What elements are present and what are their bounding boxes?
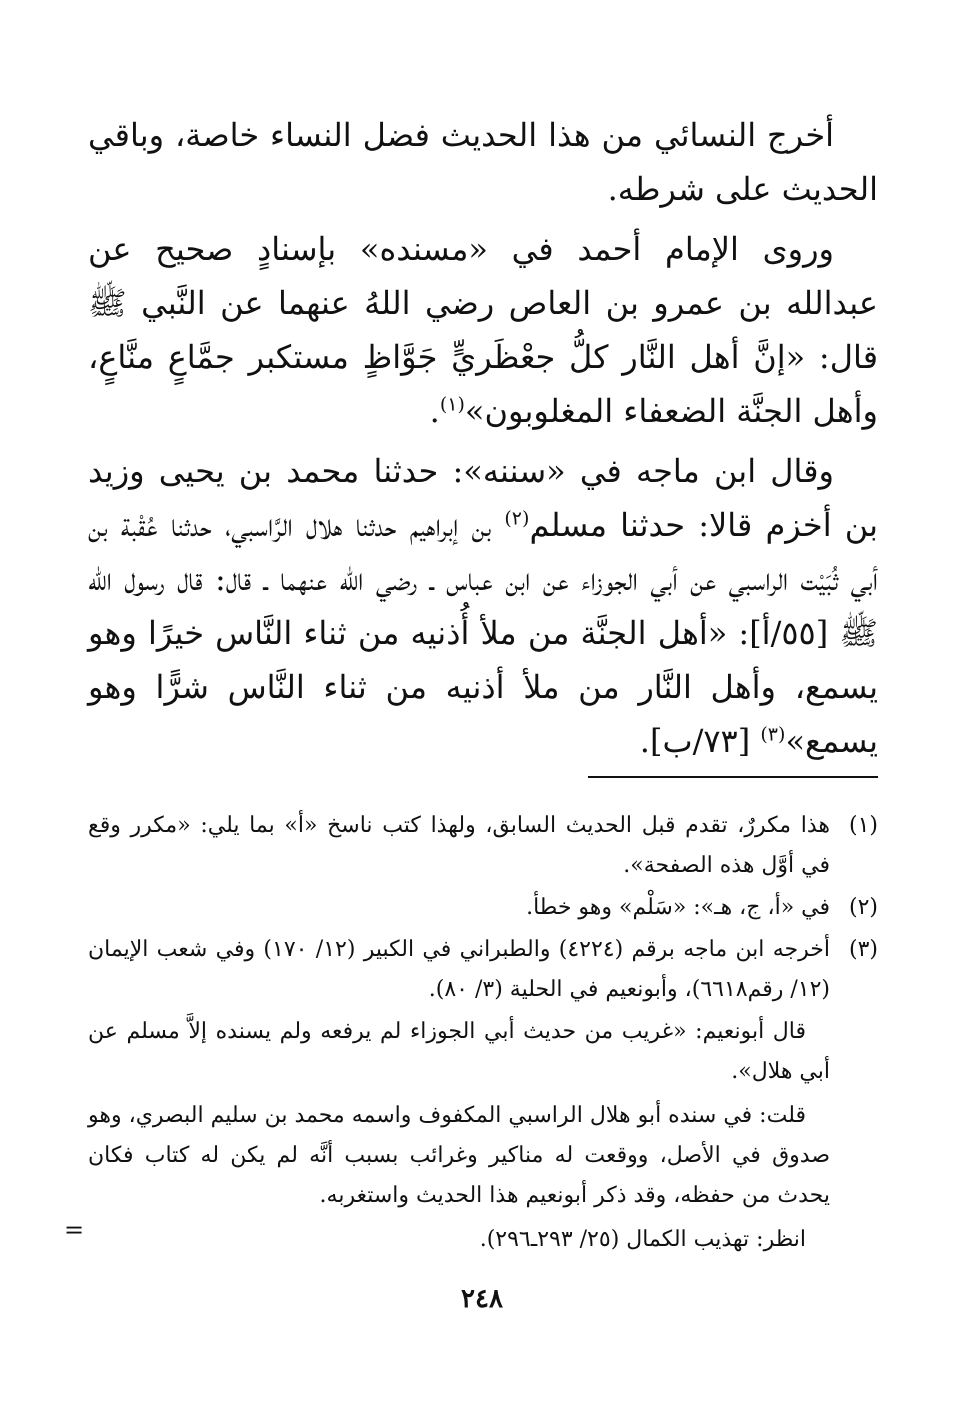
continuation-mark: = [64, 1216, 85, 1244]
paragraph-3 [88, 444, 878, 768]
paragraph-1-text: أخرج النسائي من هذا الحديث فضل النساء خاصة، وباقي الحديث على شرطه. [88, 116, 878, 208]
paragraph-3-text: وقال ابن ماجه في «سننه»: حدثنا محمد بن يحيى وزيد بن أخزم قالا: حدثنا مسلم [88, 452, 878, 544]
footnote-text: أخرجه ابن ماجه برقم (٤٢٢٤) والطبراني في الكبير (١٢/ ١٧٠) وفي شعب الإيمان (١٢/ رقم٦٦١٨)، وأبونعيم في الحلية (٣/ ٨٠). [88, 937, 830, 1002]
footnote-number: (٢) [848, 895, 878, 920]
paragraph-3-text-continued: بن إبراهيم حدثنا هلال الرَّاسبي، حدثنا عُقْبة بن أبي ثُبَيْت الراسبي عن أبي الجوزاء عن ابن عباس ـ رضي الله عنهما ـ قال: قال رسول الله ﷺ [٥٥/أ]: «أهل الجنَّة من ملأ أُذنيه من ثناء النَّاس خيرًا وهو يسمع، وأهل النَّار من ملأ أذنيه من ثناء النَّاس شرًّا وهو يسمع» [88, 506, 879, 760]
page-number: ٢٤٨ [461, 1284, 503, 1314]
footnote-3-note: قلت: في سنده أبو هلال الراسبي المكفوف واسمه محمد بن سليم البصري، وهو صدوق في الأصل، ووقعت له مناكير وغرائب بسبب أنَّه لم يكن له كتاب فكان يحدث من حفظه، وقد ذكر أبونعيم هذا الحديث واستغربه. [88, 1103, 830, 1208]
main-text [88, 108, 879, 1252]
footnote-3-abu-nuaym: قال أبونعيم: «غريب من حديث أبي الجوزاء لم يرفعه ولم يسنده إلاَّ مسلم عن أبي هلال». [88, 1019, 830, 1084]
paragraph-2-tail: . [429, 392, 440, 430]
footnote-3 [88, 930, 878, 1010]
footnote-number: (١) [848, 813, 878, 838]
paragraph-1 [88, 108, 878, 216]
paragraph-2-text: وروى الإمام أحمد في «مسنده» بإسنادٍ صحيح عن عبدالله بن عمرو بن العاص رضي اللهُ عنهما عن النَّبي ﷺ قال: «إنَّ أهل النَّار كلُّ جعْظَريٍّ جَوَّاظٍ مستكبر جمَّاعٍ منَّاعٍ، وأهل الجنَّة الضعفاء المغلوبون» [88, 230, 879, 430]
footnote-2 [88, 888, 878, 928]
footnote-ref-3[interactable]: (٣) [760, 723, 786, 746]
footnote-1 [88, 806, 878, 886]
footnote-ref-2[interactable]: (٢) [504, 507, 530, 530]
paragraph-3-tail: [٧٣/ب]. [639, 722, 761, 760]
footnote-3-see-also: انظر: تهذيب الكمال (٢٥/ ٢٩٣ـ٢٩٦). [479, 1227, 806, 1252]
footnote-text: في «أ، ج، هـ»: «سَلْم» وهو خطأ. [526, 895, 830, 920]
footnote-text: هذا مكررٌ، تقدم قبل الحديث السابق، ولهذا كتب ناسخ «أ» بما يلي: «مكرر وقع في أوَّل هذه الصفحة». [88, 813, 830, 878]
footnote-separator [588, 776, 878, 778]
paragraph-2 [88, 222, 878, 438]
footnote-ref-1[interactable]: (١) [439, 393, 465, 416]
footnote-number: (٣) [848, 937, 878, 962]
footnotes [88, 806, 878, 1264]
